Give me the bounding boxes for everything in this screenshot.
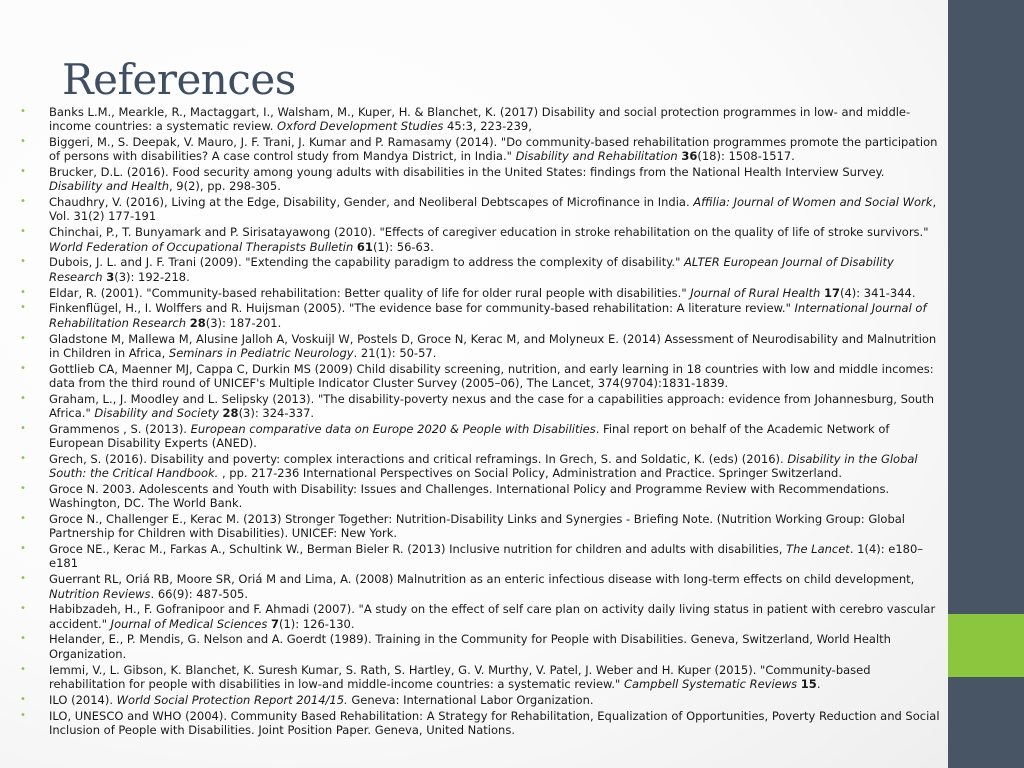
reference-text-segment: Geneva: International Labor Organization.	[347, 692, 594, 707]
reference-item	[20, 392, 940, 420]
reference-text-segment: . 1(4): e180–e181	[49, 542, 924, 571]
bullet-icon: •	[20, 633, 26, 645]
references-list	[20, 105, 940, 739]
reference-text-segment: Nutrition Reviews	[49, 586, 151, 601]
bullet-icon: •	[20, 603, 26, 615]
reference-text-segment: Campbell Systematic Reviews	[623, 676, 798, 691]
reference-text-segment: Dubois, J. L. and J. F. Trani (2009). "Extending the capability paradigm to address the complexity of disability."	[49, 255, 685, 270]
reference-text-segment: .	[816, 676, 821, 691]
reference-text-segment: 36	[681, 149, 698, 164]
reference-text-segment: International Journal of Rehabilitation Research	[49, 301, 927, 330]
bullet-icon: •	[20, 106, 26, 117]
reference-text-segment: Disability and Society	[94, 405, 219, 420]
bullet-icon: •	[20, 693, 26, 705]
bullet-icon: •	[20, 286, 26, 298]
reference-text-segment: Disability and Health	[49, 179, 169, 194]
reference-text-segment: 15	[800, 676, 817, 691]
reference-item	[20, 512, 940, 540]
bullet-icon: •	[20, 513, 26, 525]
reference-text-segment: 7	[270, 616, 279, 631]
reference-text-segment: Habibzadeh, H., F. Gofranipoor and F. Ahmadi (2007). "A study on the effect of self care plan on activity daily living status in patient with cerebro vascular accident."	[49, 602, 936, 631]
reference-text-segment: 3	[106, 269, 115, 284]
reference-text-segment: , pp. 217-236 International Perspectives on Social Policy, Administration and Practice. Springer Switzerland.	[221, 466, 842, 481]
bullet-icon: •	[20, 362, 26, 374]
bullet-icon: •	[20, 332, 26, 344]
reference-text-segment: Banks L.M., Mearkle, R., Mactaggart, I., Walsham, M., Kuper, H. & Blanchet, K. (2017) Disability and social protection programmes in low- and middle-income countries: a systematic review.	[49, 105, 911, 134]
reference-text-segment: Helander, E., P. Mendis, G. Nelson and A. Goerdt (1989). Training in the Community for People with Disabilities. Geneva, Switzerland, World Health Organization.	[49, 632, 891, 661]
reference-item	[20, 542, 940, 570]
slide-title: References	[62, 55, 296, 104]
bullet-icon: •	[20, 452, 26, 464]
bullet-icon: •	[20, 573, 26, 585]
bullet-icon: •	[20, 166, 26, 178]
reference-text-segment: (3): 187-201.	[205, 315, 282, 330]
reference-text-segment: Biggeri, M., S. Deepak, V. Mauro, J. F. Trani, J. Kumar and P. Ramasamy (2014). "Do community-based rehabilitation programmes promote the participation of persons with disabilities? A case control study from Mandya District, in India."	[49, 135, 938, 164]
reference-text-segment: World Federation of Occupational Therapists Bulletin	[49, 239, 354, 254]
reference-text-segment: Guerrant RL, Oriá RB, Moore SR, Oriá M and Lima, A. (2008) Malnutrition as an enteric infectious disease with long-term effects on child development,	[49, 572, 915, 587]
bullet-icon: •	[20, 392, 26, 404]
bullet-icon: •	[20, 302, 26, 314]
reference-text-segment: 28	[222, 405, 239, 420]
reference-item	[20, 632, 940, 660]
reference-item	[20, 301, 940, 329]
reference-item	[20, 286, 940, 300]
bullet-icon: •	[20, 226, 26, 238]
reference-text-segment: 61	[356, 239, 373, 254]
reference-text-segment: 45:3, 223-239,	[443, 119, 532, 134]
reference-item	[20, 422, 940, 450]
reference-item	[20, 135, 940, 163]
reference-item	[20, 663, 940, 691]
reference-item	[20, 332, 940, 360]
reference-text-segment: Groce NE., Kerac M., Farkas A., Schultink W., Berman Bieler R. (2013) Inclusive nutrition for children and adults with disabilities,	[49, 542, 787, 557]
reference-item	[20, 225, 940, 253]
reference-text-segment: (1): 56-63.	[372, 239, 434, 254]
reference-text-segment: (3): 192-218.	[114, 269, 190, 284]
reference-text-segment: Disability and Rehabilitation	[515, 149, 678, 164]
bullet-icon: •	[20, 543, 26, 555]
reference-item	[20, 362, 940, 390]
reference-text-segment: 28	[189, 315, 206, 330]
reference-text-segment: Gottlieb CA, Maenner MJ, Cappa C, Durkin MS (2009) Child disability screening, nutrition, and early learning in 18 countries with low and middle incomes: data from the third round of UNICEF's Multiple Indicator Cluster Survey (2005–06), The Lancet, 374(9704):1831-1839.	[49, 361, 934, 390]
reference-text-segment: ALTER European Journal of Disability Research	[49, 255, 894, 284]
reference-text-segment: (18): 1508-1517.	[697, 149, 795, 164]
reference-text-segment: The Lancet	[786, 542, 850, 557]
reference-text-segment: Gladstone M, Mallewa M, Alusine Jalloh A, Voskuijl W, Postels D, Groce N, Kerac M, and Molyneux E. (2014) Assessment of Neurodisability and Malnutrition in Children in Africa,	[49, 331, 937, 360]
reference-text-segment: Affilia: Journal of Women and Social Work	[693, 195, 933, 210]
reference-text-segment: ILO, UNESCO and WHO (2004). Community Based Rehabilitation: A Strategy for Rehabilitation, Equalization of Opportunities, Poverty Reduction and Social Inclusion of People with Disabilities. Joint Position Paper. Geneva, United Nations.	[49, 708, 940, 737]
reference-item	[20, 452, 940, 480]
reference-text-segment: Brucker, D.L. (2016). Food security among young adults with disabilities in the United States: findings from the National Health Interview Survey.	[49, 165, 885, 180]
reference-item	[20, 255, 940, 283]
reference-text-segment: (3): 324-337.	[238, 405, 315, 420]
bullet-icon: •	[20, 136, 26, 148]
reference-item	[20, 693, 940, 707]
reference-text-segment: ILO (2014).	[49, 692, 117, 707]
reference-item	[20, 105, 940, 133]
reference-text-segment: Groce N. 2003. Adolescents and Youth with Disability: Issues and Challenges. International Policy and Programme Review with Recommendations. Washington, DC. The World Bank.	[49, 482, 890, 511]
reference-text-segment: Journal of Medical Sciences	[110, 616, 268, 631]
bullet-icon: •	[20, 483, 26, 495]
reference-text-segment: . 66(9): 487-505.	[150, 586, 249, 601]
reference-text-segment: Eldar, R. (2001). "Community-based rehabilitation: Better quality of life for older rural people with disabilities."	[49, 285, 691, 300]
reference-text-segment: 17	[823, 285, 840, 300]
reference-item	[20, 709, 940, 737]
reference-text-segment: Groce N., Challenger E., Kerac M. (2013) Stronger Together: Nutrition-Disability Links and Synergies - Briefing Note. (Nutrition Working Group: Global Partnership for Children with Disabilities). UNICEF: New York.	[49, 512, 905, 541]
reference-text-segment: , Vol. 31(2) 177-191	[49, 195, 937, 224]
reference-text-segment: (4): 341-344.	[839, 285, 916, 300]
reference-text-segment: Seminars in Pediatric Neurology	[168, 345, 354, 360]
reference-text-segment: Oxford Development Studies	[277, 119, 444, 134]
reference-text-segment: Finkenflügel, H., I. Wolffers and R. Huijsman (2005). "The evidence base for community-based rehabilitation: A literature review."	[49, 301, 795, 316]
reference-text-segment: , 9(2), pp. 298-305.	[169, 179, 281, 194]
reference-text-segment: (1): 126-130.	[279, 616, 355, 631]
reference-text-segment: . Final report on behalf of the Academic Network of European Disability Experts (ANED).	[49, 421, 890, 451]
bullet-icon: •	[20, 709, 26, 721]
bullet-icon: •	[20, 422, 26, 434]
reference-text-segment: European comparative data on Europe 2020 & People with Disabilities	[190, 421, 596, 436]
reference-item	[20, 195, 940, 223]
bullet-icon: •	[20, 196, 26, 208]
reference-text-segment: Journal of Rural Health	[690, 285, 821, 300]
sidebar-accent-block	[948, 614, 1024, 677]
reference-text-segment: Disability in the Global South: the Critical Handbook.	[49, 451, 918, 481]
reference-item	[20, 602, 940, 630]
reference-text-segment: Chaudhry, V. (2016), Living at the Edge, Disability, Gender, and Neoliberal Debtscapes of Microfinance in India.	[49, 195, 694, 210]
reference-text-segment: World Social Protection Report 2014/15.	[116, 692, 348, 707]
reference-text-segment: Chinchai, P., T. Bunyamark and P. Sirisatayawong (2010). "Effects of caregiver education in stroke rehabilitation on the quality of life of stroke survivors."	[49, 225, 929, 240]
reference-text-segment: Graham, L., J. Moodley and L. Selipsky (2013). "The disability-poverty nexus and the case for a capabilities approach: evidence from Johannesburg, South Africa."	[49, 391, 935, 420]
reference-item	[20, 572, 940, 600]
bullet-icon: •	[20, 663, 26, 675]
reference-text-segment: . 21(1): 50-57.	[353, 345, 437, 360]
reference-text-segment: Grech, S. (2016). Disability and poverty: complex interactions and critical reframings. In Grech, S. and Soldatic, K. (eds) (2016).	[49, 451, 788, 466]
reference-text-segment: Iemmi, V., L. Gibson, K. Blanchet, K. Suresh Kumar, S. Rath, S. Hartley, G. V. Murthy, V. Patel, J. Weber and H. Kuper (2015). "Community-based rehabilitation for people with disabilities in low-and middle-income countries: a systematic review."	[49, 662, 871, 691]
reference-item	[20, 482, 940, 510]
bullet-icon: •	[20, 256, 26, 268]
reference-item	[20, 165, 940, 193]
reference-text-segment: Grammenos , S. (2013).	[49, 421, 191, 436]
